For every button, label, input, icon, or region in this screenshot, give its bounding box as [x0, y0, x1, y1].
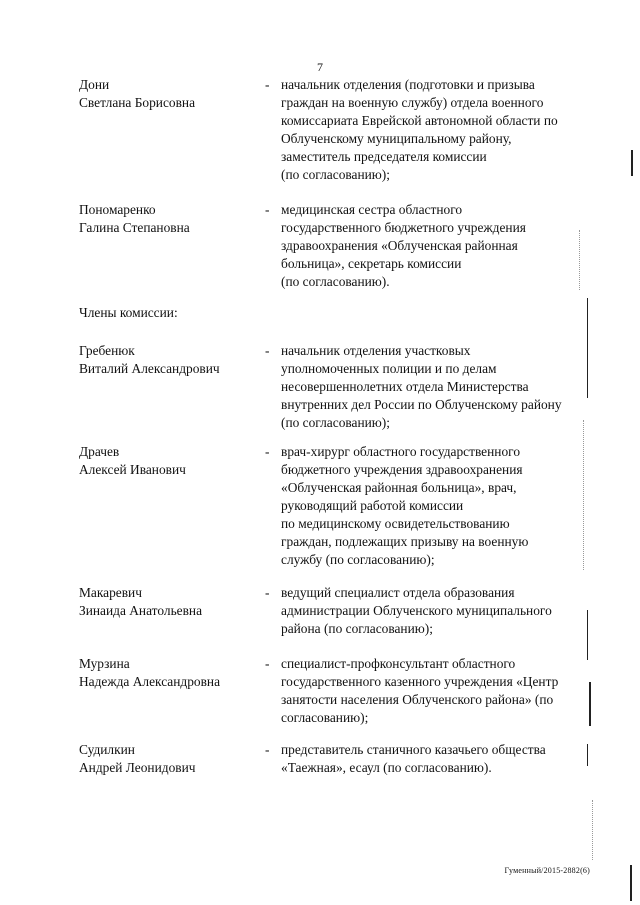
- description-line: согласованию);: [281, 710, 369, 725]
- entry-dash: -: [265, 742, 270, 757]
- scan-artifact-mark: [630, 865, 632, 901]
- person-name: [79, 76, 264, 112]
- position-description: [281, 584, 611, 638]
- description-line: (по согласованию).: [281, 274, 390, 289]
- description-line: заместитель председателя комиссии: [281, 149, 487, 164]
- description-line: района (по согласованию);: [281, 621, 433, 636]
- description-line: (по согласованию);: [281, 415, 390, 430]
- person-name: [79, 584, 264, 620]
- description-line: государственного казенного учреждения «Центр: [281, 674, 559, 689]
- entry-dash: -: [265, 585, 270, 600]
- surname: Драчев: [79, 444, 120, 459]
- members-heading: Члены комиссии:: [79, 305, 178, 320]
- description-line: представитель станичного казачьего общества: [281, 742, 546, 757]
- description-line: службу (по согласованию);: [281, 552, 435, 567]
- description-line: руководящий работой комиссии: [281, 498, 464, 513]
- scan-artifact-dots: [579, 230, 580, 290]
- description-line: начальник отделения (подготовки и призыва: [281, 77, 535, 92]
- entry-dash: -: [265, 202, 270, 217]
- page-number: 7: [317, 60, 323, 74]
- entry-dash: -: [265, 343, 270, 358]
- scan-artifact-mark: [587, 298, 588, 398]
- person-name: [79, 655, 264, 691]
- description-line: здравоохранения «Облученская районная: [281, 238, 518, 253]
- surname: Макаревич: [79, 585, 142, 600]
- description-line: администрации Облученского муниципального: [281, 603, 552, 618]
- person-name: [79, 741, 264, 777]
- position-description: [281, 655, 611, 727]
- surname: Мурзина: [79, 656, 130, 671]
- scan-artifact-mark: [587, 610, 588, 660]
- surname: Гребенюк: [79, 343, 135, 358]
- description-line: начальник отделения участковых: [281, 343, 471, 358]
- description-line: (по согласованию);: [281, 167, 390, 182]
- person-name: [79, 443, 264, 479]
- description-line: несовершеннолетних отдела Министерства: [281, 379, 529, 394]
- given-names: Светлана Борисовна: [79, 95, 196, 110]
- scan-artifact-mark: [589, 682, 591, 726]
- position-description: [281, 201, 611, 291]
- position-description: [281, 76, 611, 184]
- description-line: граждан на военную службу) отдела военного: [281, 95, 544, 110]
- person-name: [79, 342, 264, 378]
- position-description: [281, 443, 611, 569]
- description-line: больница», секретарь комиссии: [281, 256, 462, 271]
- description-line: внутренних дел России по Облученскому району: [281, 397, 562, 412]
- description-line: занятости населения Облученского района» (по: [281, 692, 554, 707]
- description-line: ведущий специалист отдела образования: [281, 585, 515, 600]
- description-line: по медицинскому освидетельствованию: [281, 516, 510, 531]
- position-description: [281, 342, 611, 432]
- entry-dash: -: [265, 77, 270, 92]
- entry-dash: -: [265, 444, 270, 459]
- description-line: «Облученская районная больница», врач,: [281, 480, 517, 495]
- description-line: «Таежная», есаул (по согласованию).: [281, 760, 492, 775]
- document-footer-code: Гуменный/2015-2882(6): [504, 866, 590, 875]
- surname: Дони: [79, 77, 110, 92]
- description-line: Облученскому муниципальному району,: [281, 131, 512, 146]
- description-line: бюджетного учреждения здравоохранения: [281, 462, 523, 477]
- scan-artifact-mark: [631, 150, 633, 176]
- scan-artifact-dots: [583, 420, 584, 570]
- person-name: [79, 201, 264, 237]
- description-line: комиссариата Еврейской автономной области по: [281, 113, 558, 128]
- surname: Пономаренко: [79, 202, 156, 217]
- position-description: [281, 741, 611, 777]
- scan-artifact-dots: [592, 800, 593, 860]
- given-names: Алексей Иванович: [79, 462, 186, 477]
- description-line: врач-хирург областного государственного: [281, 444, 521, 459]
- description-line: медицинская сестра областного: [281, 202, 463, 217]
- scan-artifact-mark: [587, 744, 588, 766]
- given-names: Галина Степановна: [79, 220, 190, 235]
- description-line: специалист-профконсультант областного: [281, 656, 516, 671]
- surname: Судилкин: [79, 742, 135, 757]
- given-names: Надежда Александровна: [79, 674, 221, 689]
- given-names: Виталий Александрович: [79, 361, 220, 376]
- description-line: граждан, подлежащих призыву на военную: [281, 534, 529, 549]
- given-names: Зинаида Анатольевна: [79, 603, 203, 618]
- entry-dash: -: [265, 656, 270, 671]
- description-line: государственного бюджетного учреждения: [281, 220, 526, 235]
- description-line: уполномоченных полиции и по делам: [281, 361, 497, 376]
- given-names: Андрей Леонидович: [79, 760, 196, 775]
